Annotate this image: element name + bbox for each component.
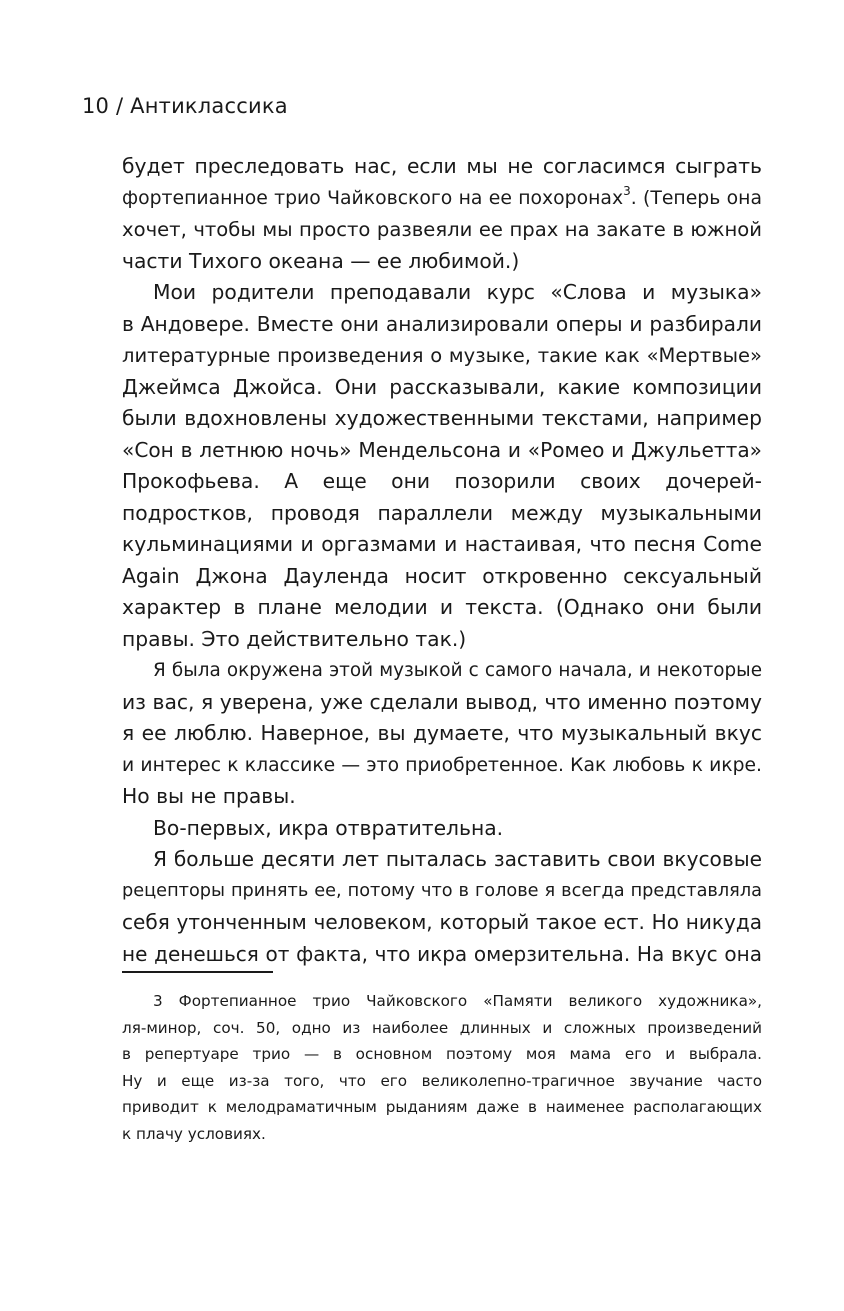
main-text (122, 151, 762, 970)
footnote-line: 3 Фортепианное трио Чайковского «Памяти великого художника», (153, 992, 762, 1010)
text-line: Мои родители преподавали курс «Слова и музыка» (153, 280, 762, 304)
text-line: характер в плане мелодии и текста. (Однако они были (122, 595, 762, 619)
text-line: «Сон в летнюю ночь» Мендельсона и «Ромео и Джульетта» (122, 437, 762, 462)
text-line (122, 183, 762, 215)
footnote-line: приводит к мелодраматичным рыданиям даже в наименее располагающих (122, 1098, 762, 1117)
text-line: Again Джона Дауленда носит откровенно сексуальный (122, 563, 762, 588)
footnote-line: в репертуаре трио — в основном поэтому моя мама его и выбрала. (122, 1045, 762, 1064)
text-line: Я была окружена этой музыкой с самого начала, и некоторые (153, 660, 762, 681)
text-line: в Андовере. Вместе они анализировали оперы и разбирали (122, 311, 762, 336)
text-line: подростков, проводя параллели между музыкальными (122, 500, 762, 525)
footnote-line: ля-минор, соч. 50, одно из наиболее длинных и сложных произведений (122, 1018, 762, 1037)
footnote (122, 988, 762, 1148)
text-line: Но вы не правы. (122, 784, 296, 808)
text-line: части Тихого океана — ее любимой.) (122, 248, 520, 273)
text-line: литературные произведения о музыке, такие как «Мертвые» (122, 344, 762, 367)
footnote-separator (122, 971, 273, 973)
text-fragment: . (Теперь она (630, 187, 762, 209)
text-line: будет преследовать нас, если мы не согласимся сыграть (122, 154, 762, 178)
text-line: правы. Это действительно так.) (122, 626, 467, 651)
text-line: были вдохновлены художественными текстами, например (122, 406, 762, 430)
text-line: я ее люблю. Наверное, вы думаете, что музыкальный вкус (122, 721, 762, 745)
text-line: кульминациями и оргазмами и настаивая, что песня Come (122, 532, 762, 556)
text-line: не денешься от факта, что икра омерзительна. На вкус она (122, 941, 762, 966)
text-line: Во-первых, икра отвратительна. (153, 815, 504, 840)
text-line: рецепторы принять ее, потому что в голове я всегда представляла (122, 880, 762, 901)
text-line: и интерес к классике — это приобретенное. Как любовь к икре. (122, 754, 762, 776)
footnote-line: Ну и еще из-за того, что его великолепно-трагичное звучание часто (122, 1071, 762, 1090)
footnote-line: к плачу условиях. (122, 1124, 266, 1143)
running-head: 10 / Антиклассика (82, 94, 288, 118)
text-line: хочет, чтобы мы просто развеяли ее прах на закате в южной (122, 218, 762, 241)
text-line: из вас, я уверена, уже сделали вывод, что именно поэтому (122, 689, 762, 714)
text-fragment: фортепианное трио Чайковского на ее похоронах (122, 187, 624, 209)
text-line: себя утонченным человеком, который такое ест. Но никуда (122, 910, 762, 934)
text-line: Джеймса Джойса. Они рассказывали, какие композиции (122, 374, 762, 399)
text-line: Я больше десяти лет пыталась заставить свои вкусовые (153, 847, 762, 871)
text-line: Прокофьева. А еще они позорили своих дочерей- (122, 469, 762, 493)
footnote-reference[interactable]: 3 (623, 183, 631, 198)
